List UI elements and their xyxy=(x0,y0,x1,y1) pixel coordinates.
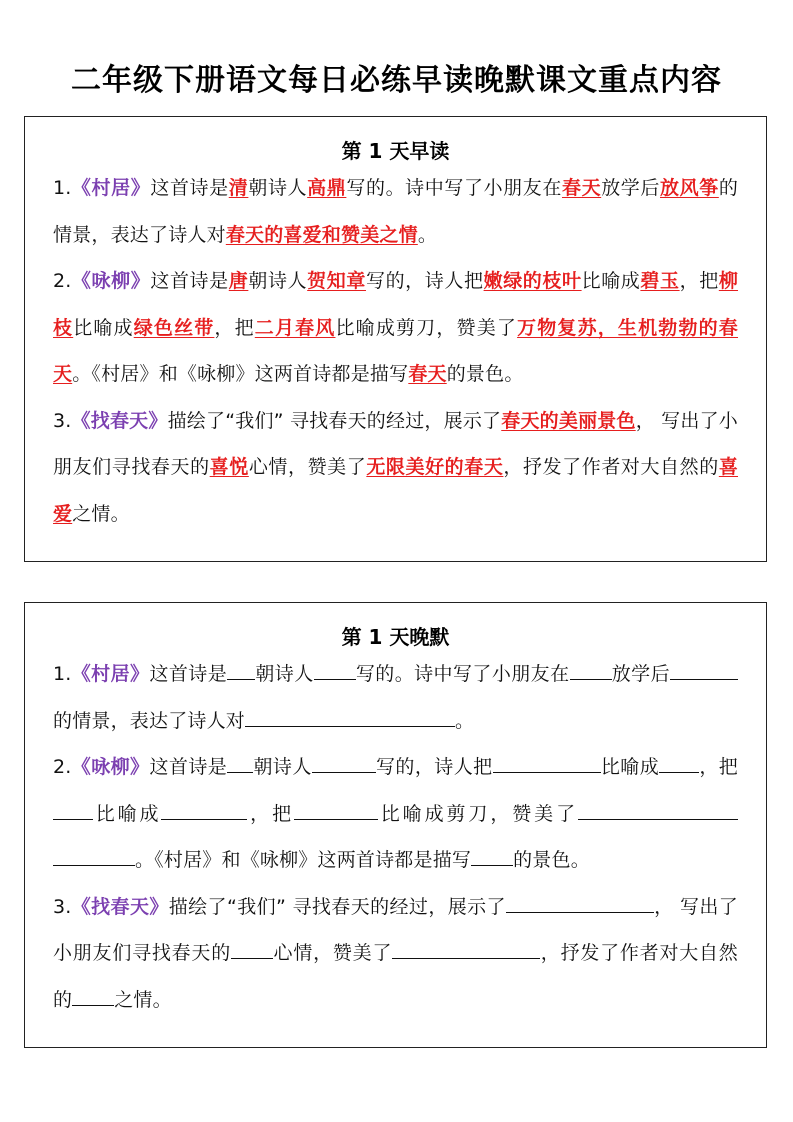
text: 之情。 xyxy=(72,502,130,525)
text: 。 xyxy=(417,223,438,246)
text: 比喻成 xyxy=(600,756,660,778)
text: 之情。 xyxy=(114,988,172,1011)
text: 写的。诗中写了小朋友在 xyxy=(346,177,562,199)
item-number: 3. xyxy=(53,895,72,918)
key-answer: 无限美好的春天 xyxy=(366,456,504,478)
answer-blank[interactable] xyxy=(294,818,378,820)
text: 朝诗人 xyxy=(255,663,314,685)
text: 比喻成 xyxy=(581,270,641,292)
item-number: 2. xyxy=(53,270,72,292)
text: 朝诗人 xyxy=(253,756,312,778)
morning-item-1 xyxy=(53,165,738,258)
text: 放学后 xyxy=(601,177,660,199)
text: 描绘了“我们” 寻找春天的经过，展示了 xyxy=(167,409,502,432)
answer-blank[interactable] xyxy=(659,771,699,773)
answer-blank[interactable] xyxy=(245,725,455,727)
key-answer: 二月春风 xyxy=(254,316,336,339)
evening-item-2 xyxy=(53,744,738,884)
evening-dictation-box xyxy=(24,602,767,1048)
answer-blank[interactable] xyxy=(227,678,255,680)
item-number: 3. xyxy=(53,409,72,432)
key-answer: 碧玉 xyxy=(640,270,680,292)
poem-title: 《咏柳》 xyxy=(71,270,151,292)
text: 这首诗是 xyxy=(150,270,229,292)
item-number: 1. xyxy=(53,177,72,199)
answer-blank[interactable] xyxy=(506,911,654,913)
text: 比喻成剪刀，赞美了 xyxy=(378,802,578,825)
key-answer: 嫩绿的枝叶 xyxy=(483,270,582,292)
text: 写的，诗人把 xyxy=(365,270,484,292)
poem-title: 《村居》 xyxy=(71,177,151,199)
answer-blank[interactable] xyxy=(231,957,273,959)
key-answer: 清 xyxy=(228,177,249,199)
text: 心情，赞美了 xyxy=(272,942,393,964)
answer-blank[interactable] xyxy=(72,1004,114,1006)
key-answer: 高鼎 xyxy=(307,177,347,199)
text: 这首诗是 xyxy=(150,177,229,199)
text: 的情景，表达了诗人对 xyxy=(53,177,739,246)
answer-blank[interactable] xyxy=(312,771,376,773)
key-answer: 春天 xyxy=(561,177,602,199)
key-answer: 万物复苏，生机勃勃的春天 xyxy=(53,316,739,385)
text: 心情，赞美了 xyxy=(248,456,367,478)
answer-blank[interactable] xyxy=(493,771,601,773)
text: 的景色。 xyxy=(513,849,590,871)
text: ，抒发了作者对大自然的 xyxy=(53,942,738,1011)
text: 。 xyxy=(455,709,475,732)
poem-title: 《找春天》 xyxy=(71,895,169,918)
key-answer: 喜悦 xyxy=(209,456,249,478)
text: 把 xyxy=(718,756,738,778)
answer-blank[interactable] xyxy=(578,818,738,820)
text: 朝诗人 xyxy=(248,270,308,292)
text: ，把 xyxy=(247,802,295,825)
answer-blank[interactable] xyxy=(53,864,135,866)
answer-blank[interactable] xyxy=(670,678,738,680)
item-number: 1. xyxy=(53,663,72,685)
text: ，把 xyxy=(679,270,719,292)
text: 放学后 xyxy=(611,663,670,685)
key-answer: 贺知章 xyxy=(307,270,366,292)
answer-blank[interactable] xyxy=(392,957,540,959)
text: 比喻成剪刀，赞美了 xyxy=(335,316,518,339)
page-title: 二年级下册语文每日必练早读晚默课文重点内容 xyxy=(71,63,722,98)
text: 这首诗是 xyxy=(149,756,228,778)
morning-item-2 xyxy=(53,258,738,398)
answer-blank[interactable] xyxy=(227,771,253,773)
text: 这首诗是 xyxy=(149,663,228,685)
text: 写的，诗人把 xyxy=(375,756,493,778)
morning-reading-box xyxy=(24,116,767,562)
text: 。《村居》和《咏柳》这两首诗都是描写 xyxy=(135,849,472,871)
text: 朝诗人 xyxy=(248,177,308,199)
text: ， 写出了小朋友们寻找春天的 xyxy=(53,895,738,964)
answer-blank[interactable] xyxy=(570,678,612,680)
text: 比喻成 xyxy=(73,316,134,339)
answer-blank[interactable] xyxy=(53,818,93,820)
poem-title: 《咏柳》 xyxy=(71,756,150,778)
text: ， xyxy=(699,756,719,778)
morning-heading: 第 1 天早读 xyxy=(341,139,450,163)
evening-item-3 xyxy=(53,884,738,1024)
text: ，把 xyxy=(214,316,255,339)
evening-heading: 第 1 天晚默 xyxy=(341,625,450,649)
key-answer: 唐 xyxy=(228,270,249,292)
poem-title: 《找春天》 xyxy=(71,409,168,432)
morning-item-3 xyxy=(53,398,738,538)
text: 。《村居》和《咏柳》这两首诗都是描写 xyxy=(72,363,409,385)
key-answer: 春天的喜爱和赞美之情 xyxy=(225,223,418,246)
key-answer: 喜爱 xyxy=(53,456,739,525)
answer-blank[interactable] xyxy=(161,818,247,820)
poem-title: 《村居》 xyxy=(71,663,150,685)
key-answer: 绿色丝带 xyxy=(133,316,215,339)
key-answer: 放风筝 xyxy=(660,177,719,199)
answer-blank[interactable] xyxy=(471,864,513,866)
text: 的景色。 xyxy=(446,363,524,385)
evening-item-1 xyxy=(53,651,738,744)
key-answer: 春天 xyxy=(408,363,447,385)
text: 比喻成 xyxy=(93,802,162,825)
key-answer: 春天的美丽景色 xyxy=(501,409,636,432)
key-answer: 柳枝 xyxy=(53,270,739,339)
item-number: 2. xyxy=(53,756,72,778)
text: ，抒发了作者对大自然的 xyxy=(503,456,719,478)
answer-blank[interactable] xyxy=(314,678,356,680)
text: 写的。诗中写了小朋友在 xyxy=(355,663,570,685)
text: 描绘了“我们” 寻找春天的经过，展示了 xyxy=(168,895,506,918)
text: ， 写出了小朋友们寻找春天的 xyxy=(53,409,738,478)
text: 的情景，表达了诗人对 xyxy=(53,709,246,732)
